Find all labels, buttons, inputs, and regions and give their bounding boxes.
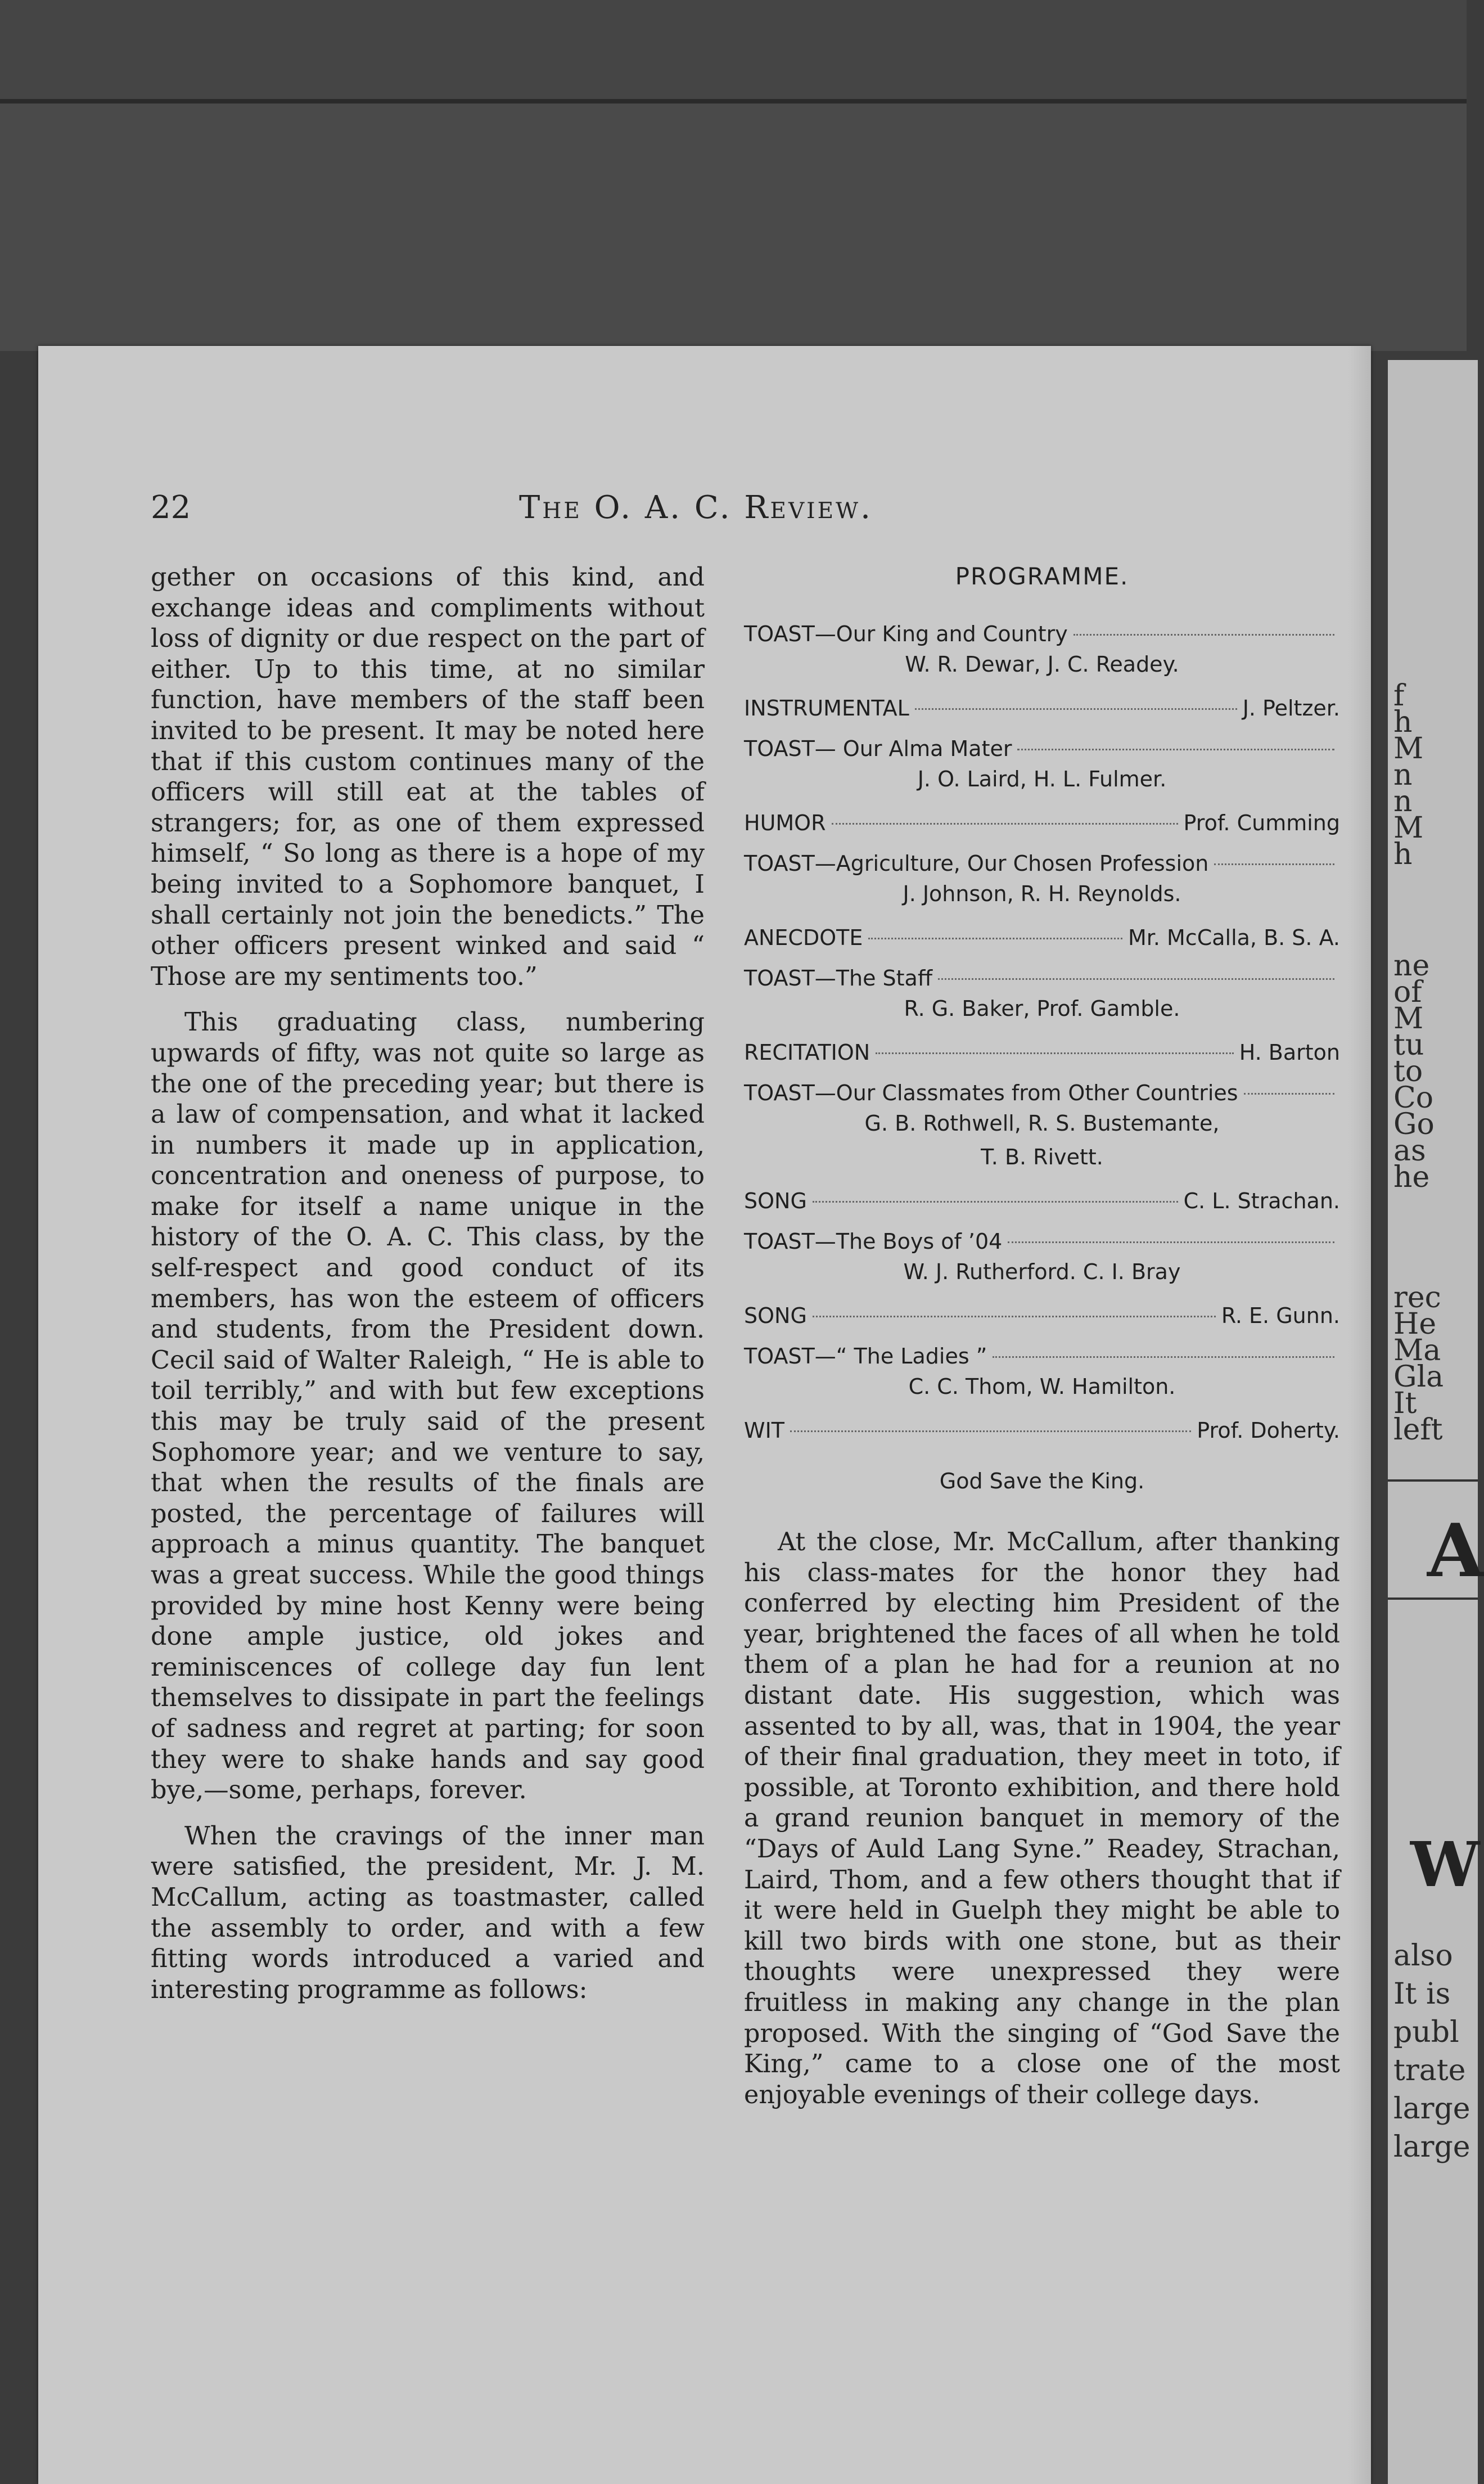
programme-item-performer: C. L. Strachan. [1183, 1189, 1340, 1213]
page-number: 22 [151, 489, 191, 526]
programme-list [744, 619, 1340, 1456]
adjacent-text-fragment: of [1393, 975, 1422, 1009]
background-rule [0, 99, 1467, 104]
dot-leader [915, 708, 1237, 710]
programme-spacer [744, 953, 1340, 963]
programme-item [744, 734, 1340, 764]
adjacent-text-fragment: left [1393, 1413, 1443, 1447]
right-column [744, 562, 1340, 2110]
background-scan [0, 104, 1467, 351]
running-title: The O. A. C. Review. [519, 489, 873, 526]
adjacent-text-fragment: M [1393, 1002, 1424, 1036]
adjacent-text-fragment: f [1393, 679, 1405, 713]
adjacent-text-fragment: Co [1393, 1081, 1434, 1115]
right-paragraph: At the close, Mr. McCallum, after thanking his class-mates for the honor they had conferred by electing him President of the year, brightened the faces of all when he told them of a plan he had for a reunion at no distant date. His suggestion, which was assented to by all, was, that in 1904, the year of their final graduation, they meet in toto, if possible, at Toronto exhibition, and there hold a grand reunion banquet in memory of the “Days of Auld Lang Syne.” Readey, Strachan, Laird, Thom, and a few others thought that if it were held in Guelph they might be able to kill two birds with one stone, but as their thoughts were unexpressed they were fruitless in making any change in the plan proposed. With the singing of “God Save the King,” came to a close one of the most enjoyable evenings of their college days. [744, 1528, 1340, 2109]
adjacent-text-fragment: h [1393, 838, 1413, 871]
adjacent-page-edge [1388, 360, 1484, 2484]
adjacent-text-fragment: tu [1393, 1028, 1424, 1062]
dot-leader [790, 1430, 1191, 1432]
adjacent-text-fragment: ne [1393, 949, 1430, 983]
programme-item [744, 848, 1340, 879]
programme-item [744, 1415, 1340, 1446]
programme-closing: God Save the King. [939, 1469, 1145, 1493]
programme-item-title: RECITATION [744, 1040, 870, 1065]
programme-item-title: WIT [744, 1418, 784, 1443]
dot-leader [1214, 863, 1334, 865]
dot-leader [813, 1201, 1178, 1203]
background-top [0, 0, 1467, 101]
adjacent-text-fragment: M [1393, 732, 1424, 766]
adjacent-text-fragment: rec [1393, 1281, 1441, 1315]
programme-item-names: W. J. Rutherford. C. I. Bray [903, 1259, 1181, 1284]
programme-spacer [744, 838, 1340, 848]
programme-item-performer: Prof. Doherty. [1197, 1418, 1340, 1443]
programme-item [744, 1186, 1340, 1216]
programme-spacer [744, 1068, 1340, 1078]
adjacent-text-fragment: to [1393, 1055, 1423, 1088]
programme-item-names: W. R. Dewar, J. C. Readey. [905, 652, 1179, 677]
programme-spacer [744, 1331, 1340, 1341]
programme-item-names: J. O. Laird, H. L. Fulmer. [917, 767, 1167, 791]
programme-title: PROGRAMME. [955, 562, 1129, 590]
adjacent-text-fragment: n [1393, 785, 1413, 818]
programme-item [744, 1078, 1340, 1108]
adjacent-text-fragment: also [1393, 1939, 1453, 1973]
programme-item [744, 963, 1340, 993]
programme-item-performer: H. Barton [1239, 1040, 1340, 1065]
programme-item-names: G. B. Rothwell, R. S. Bustemante, [864, 1111, 1220, 1136]
dot-leader [938, 978, 1334, 980]
programme-item-title: TOAST—The Boys of ’04 [744, 1229, 1003, 1254]
dot-leader [1244, 1093, 1334, 1095]
page-header [38, 489, 1371, 534]
programme-spacer [744, 798, 1340, 808]
programme-item-names: J. Johnson, R. H. Reynolds. [903, 881, 1181, 906]
dot-leader [876, 1052, 1234, 1054]
programme-item [744, 808, 1340, 838]
programme-spacer [744, 1290, 1340, 1300]
dot-leader [1017, 749, 1334, 750]
programme-item-title: ANECDOTE [744, 925, 863, 950]
programme-item-names: C. C. Thom, W. Hamilton. [908, 1374, 1176, 1399]
adjacent-text-fragment: It is [1393, 1977, 1451, 2011]
adjacent-text-fragment: Ma [1393, 1334, 1441, 1367]
programme-item [744, 619, 1340, 649]
adjacent-text-fragment: He [1393, 1307, 1437, 1341]
programme-item-title: TOAST—Agriculture, Our Chosen Profession [744, 851, 1209, 876]
adjacent-rule [1388, 1598, 1478, 1600]
programme-spacer [744, 912, 1340, 922]
programme-item [744, 1226, 1340, 1257]
dot-leader [813, 1316, 1216, 1317]
programme-item-names: T. B. Rivett. [981, 1145, 1103, 1169]
programme-item-names: R. G. Baker, Prof. Gamble. [904, 996, 1180, 1021]
adjacent-text-fragment: n [1393, 758, 1413, 792]
programme-item-title: TOAST— Our Alma Mater [744, 736, 1012, 761]
document-page [38, 346, 1371, 2484]
adjacent-text-fragment: he [1393, 1160, 1430, 1194]
programme-item [744, 693, 1340, 723]
adjacent-dropcap: W [1410, 1828, 1480, 1901]
programme-spacer [744, 1176, 1340, 1186]
programme-spacer [744, 1216, 1340, 1226]
programme-item [744, 922, 1340, 953]
programme-item [744, 1300, 1340, 1331]
programme-item-title: TOAST—“ The Ladies ” [744, 1344, 987, 1369]
adjacent-text-fragment: publ [1393, 2015, 1459, 2049]
programme-spacer [744, 723, 1340, 734]
programme-item-performer: Mr. McCalla, B. S. A. [1127, 925, 1340, 950]
adjacent-text-fragment: Go [1393, 1108, 1435, 1141]
adjacent-text-fragment: M [1393, 811, 1424, 845]
dot-leader [1073, 634, 1334, 636]
dot-leader [1008, 1241, 1334, 1243]
dot-leader [868, 938, 1122, 939]
adjacent-rule [1388, 1479, 1478, 1482]
dot-leader [993, 1356, 1334, 1358]
adjacent-text-fragment: It [1393, 1387, 1417, 1420]
left-paragraph-2: This graduating class, numbering upwards of fifty, was not quite so large as the one of the preceding year; but there is a law of compensation, and what it lacked in numbers it made up in application, concentration and oneness of purpose, to make for itself a name unique in the history of the O. A. C. This class, by the self-respect and good conduct of its members, has won the esteem of officers and students, from the President down. Cecil said of Walter Raleigh, “ He is able to toil terribly,” and with but few exceptions this may be truly said of the present Sophomore year; and we venture to say, that when the results of the finals are posted, the percentage of failures will approach a minus quantity. The banquet was a great success. While the good things provided by mine host Kenny were being done ample justice, old jokes and reminiscences of college day fun lent themselves to dissipate in part the feelings of sadness and regret at parting; for soon they were to shake hands and say good bye,—some, perhaps, forever. [151, 1008, 705, 1805]
adjacent-text-fragment: large [1393, 2092, 1471, 2126]
programme-item-title: TOAST—The Staff [744, 966, 933, 991]
programme-item-title: INSTRUMENTAL [744, 696, 909, 721]
programme-item [744, 1037, 1340, 1068]
programme-item-performer: J. Peltzer. [1242, 696, 1340, 721]
programme-item-performer: R. E. Gunn. [1221, 1303, 1340, 1328]
programme-item-title: TOAST—Our Classmates from Other Countries [744, 1081, 1238, 1105]
adjacent-text-fragment: as [1393, 1134, 1426, 1168]
closing-article [744, 1527, 1340, 2110]
programme-item-title: SONG [744, 1189, 807, 1213]
adjacent-heading-letter: A [1427, 1508, 1484, 1594]
left-paragraph-1: gether on occasions of this kind, and exchange ideas and compliments without loss of dignity or due respect on the part of either. Up to this time, at no similar function, have members of the staff been invited to be present. It may be noted here that if this custom continues many of the officers will still eat at the tables of strangers; for, as one of them expressed himself, “ So long as there is a hope of my being invited to a Sophomore banquet, I shall certainly not join the benedicts.” The other officers present winked and said “ Those are my sentiments too.” [151, 563, 705, 991]
adjacent-text-fragment: large [1393, 2130, 1471, 2164]
adjacent-text-fragment: Gla [1393, 1360, 1444, 1394]
left-column [151, 562, 705, 2020]
programme-item-title: SONG [744, 1303, 807, 1328]
adjacent-text-fragment: trate [1393, 2054, 1466, 2087]
programme-spacer [744, 1405, 1340, 1415]
programme-item-title: HUMOR [744, 811, 826, 835]
programme-spacer [744, 683, 1340, 693]
adjacent-text-fragment: h [1393, 705, 1413, 739]
programme-item [744, 1341, 1340, 1371]
left-paragraph-3: When the cravings of the inner man were satisfied, the president, Mr. J. M. McCallum, acting as toastmaster, called the assembly to order, and with a few fitting words introduced a varied and interesting programme as follows: [151, 1821, 705, 2004]
programme-item-title: TOAST—Our King and Country [744, 622, 1068, 646]
programme-spacer [744, 1446, 1340, 1456]
programme-spacer [744, 1027, 1340, 1037]
programme-item-performer: Prof. Cumming [1183, 811, 1340, 835]
dot-leader [832, 823, 1178, 825]
